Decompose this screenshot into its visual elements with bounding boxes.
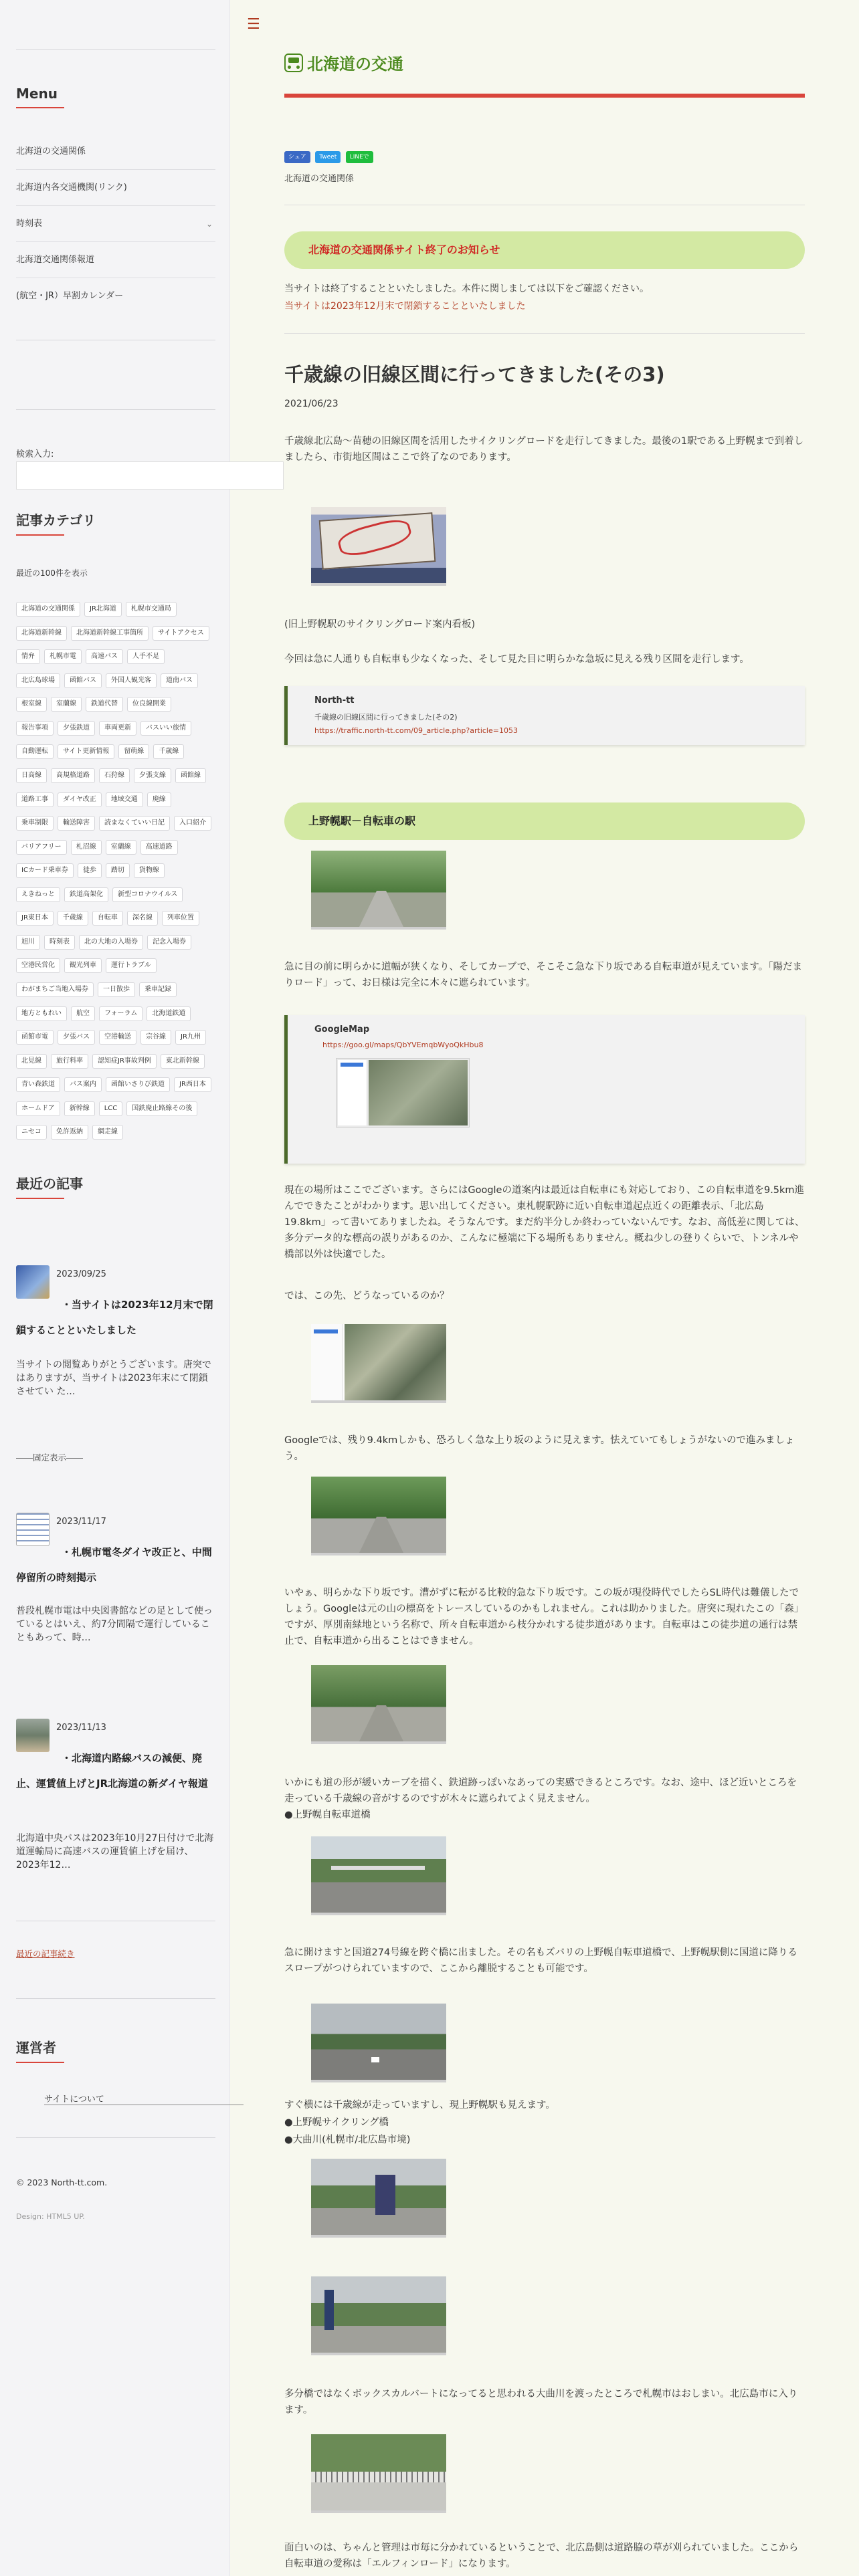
tag-link[interactable]: 新幹線	[64, 1101, 95, 1116]
tag-link[interactable]: 空港民営化	[16, 958, 60, 973]
tag-link[interactable]: 北見線	[16, 1054, 47, 1069]
photo-downhill[interactable]	[311, 1477, 446, 1555]
tag-link[interactable]: 道路工事	[16, 792, 54, 807]
tag-link[interactable]: 読まなくていい日記	[99, 816, 170, 831]
tag-link[interactable]: 旅行料率	[51, 1054, 88, 1069]
tag-link[interactable]: 札幌市電	[44, 649, 82, 664]
notice-heading: 北海道の交通関係サイト終了のお知らせ	[284, 231, 805, 269]
tag-link[interactable]: 函館いさりび鉄道	[106, 1077, 170, 1092]
tag-link[interactable]: JR北海道	[84, 602, 122, 617]
paragraph: すぐ横には千歳線が走っていますし、現上野幌駅も見えます。	[284, 2100, 555, 2111]
notice-text: 当サイトは終了することといたしました。本件に関しましては以下をご確認ください。	[284, 284, 650, 294]
tag-link[interactable]: 自動運転	[16, 744, 54, 759]
divider	[16, 49, 215, 50]
header-rule	[284, 94, 805, 98]
tag-link[interactable]: 石狩線	[99, 768, 130, 783]
divider	[16, 2137, 215, 2138]
tag-link[interactable]: 乗車記録	[139, 982, 177, 997]
paragraph: 現在の場所はここでございます。さらにはGoogleの道案内は最近は自転車にも対応しており、この自転車道を9.5km進んでできたことがわかります。思い出してください。東札幌駅跡に近い自転車道起点近くの距離表示、「北広島19.8km」って書いてありましたね。そうなんです。まだ約半分しか終わっていないんです。なお、高低差に関しては、多分データ的な標高の誤りがあるのか、こんなに極端に下る場所もありません。概ね少しの登りくらいで、トンネルや橋部以外は快適でした。	[284, 1185, 805, 1260]
tag-link[interactable]: 函館バス	[64, 673, 102, 688]
tag-link[interactable]: LCC	[99, 1101, 123, 1116]
post-excerpt: 当サイトの閲覧ありがとうございます。唐突ではありますが、当サイトは2023年末にて閉鎖させてい た…	[16, 1360, 211, 1397]
tag-link[interactable]: 函館市電	[16, 1030, 54, 1045]
tag-link[interactable]: サイト更新情報	[58, 744, 114, 759]
article-title: 千歳線の旧線区間に行ってきました(その3)	[284, 363, 665, 386]
line-share-button[interactable]: LINEで	[346, 151, 373, 163]
tag-link[interactable]: 国鉄廃止路線その後	[126, 1101, 197, 1116]
tag-link[interactable]: バス案内	[64, 1077, 102, 1092]
post-date: 2023/11/17	[56, 1517, 106, 1527]
train-icon	[284, 53, 303, 72]
tag-link[interactable]: 鉄道代替	[86, 697, 123, 712]
tag-link[interactable]: ホームドア	[16, 1101, 60, 1116]
tag-link[interactable]: 情弁	[16, 649, 40, 664]
tag-link[interactable]: 東北新幹線	[161, 1054, 205, 1069]
tag-link[interactable]: JR西日本	[174, 1077, 211, 1092]
tag-link[interactable]: 記念入場券	[147, 935, 191, 950]
article-date: 2021/06/23	[284, 399, 339, 409]
tag-link[interactable]: 北広島球場	[16, 673, 60, 688]
paragraph: 今回は急に人通りも自転車も少なくなった、そして見た目に明らかな急坂に見える残り区間を走行します。	[284, 654, 749, 665]
paragraph: 急に目の前に明らかに道幅が狭くなり、そしてカーブで、そこそこ急な下り坂である自転車道が見えています。「陽だまりロード」って、お日様は完全に木々に遮られています。	[284, 962, 803, 988]
tag-link[interactable]: 旭川	[16, 935, 40, 950]
tag-link[interactable]: 人手不足	[127, 649, 165, 664]
bullet-heading: ●大曲川(札幌市/北広島市境)	[284, 2135, 411, 2145]
map-card[interactable]	[284, 1015, 805, 1164]
paragraph: Googleでは、残り9.4kmしかも、恐ろしく急な上り坂のように見えます。怯えていてもしょうがないので進みましょう。	[284, 1435, 795, 1462]
menu-item-transport[interactable]: 北海道の交通関係	[16, 134, 215, 170]
tweet-button[interactable]: Tweet	[315, 151, 341, 163]
tag-link[interactable]: 時刻表	[44, 935, 75, 950]
tag-link[interactable]: 宗谷線	[140, 1030, 171, 1045]
search-label: 検索入力:	[16, 449, 54, 459]
tag-link[interactable]: 鉄道高架化	[64, 887, 108, 902]
tag-link[interactable]: ICカード乗車券	[16, 863, 74, 878]
tag-link[interactable]: 徒歩	[78, 863, 102, 878]
divider	[284, 333, 805, 334]
admin-heading: 運営者	[16, 2037, 215, 2063]
notice-link[interactable]: 当サイトは2023年12月末で閉鎖することといたしました	[284, 301, 526, 312]
paragraph: 千歳線北広島～苗穂の旧線区間を活用したサイクリングロードを走行してきました。最後の1駅である上野幌まで到着しましたら、市街地区間はここで終了なのであります。	[284, 436, 804, 463]
photo-sign[interactable]	[311, 2159, 446, 2238]
tag-link[interactable]: 夕張支線	[134, 768, 171, 783]
tag-link[interactable]: 空港輸送	[99, 1030, 136, 1045]
card-url[interactable]: https://goo.gl/maps/QbYVEmqbWyoQkHbu8	[322, 1041, 484, 1049]
tag-link[interactable]: バリアフリー	[16, 840, 67, 855]
tag-link[interactable]: 運行トラブル	[106, 958, 157, 973]
site-header	[284, 51, 805, 83]
menu-item-news[interactable]: 北海道交通関係報道	[16, 242, 215, 278]
tag-link[interactable]: 道南バス	[161, 673, 198, 688]
map-screenshot[interactable]	[311, 1324, 446, 1403]
tag-link[interactable]: 入口紹介	[174, 816, 211, 831]
tag-link[interactable]: ニセコ	[16, 1125, 47, 1140]
tag-link[interactable]: 日高線	[16, 768, 47, 783]
tag-link[interactable]: 航空	[71, 1006, 95, 1021]
tag-link[interactable]: 高速道路	[140, 840, 178, 855]
categories-note: 最近の100件を表示	[16, 568, 88, 578]
copyright: © 2023 North-tt.com.	[16, 2177, 108, 2187]
design-credit: Design: HTML5 UP.	[16, 2212, 85, 2221]
bullet-heading: ●上野幌自転車道橋	[284, 1810, 371, 1820]
tag-link[interactable]: 北海道鉄道	[147, 1006, 191, 1021]
card-title: North-tt	[314, 695, 355, 706]
paragraph: いやぁ、明らかな下り坂です。漕がずに転がる比較的急な下り坂です。この坂が現役時代でしたらSL時代は難儀したでしょう。Googleは元の山の標高をトレースしているのかもしれません。これは助かりました。唐突に現れたこの「森」ですが、厚別南緑地という名称で、所々自転車道から枝分かれする徒歩道があります。自転車はこの徒歩道の通行は禁止で、自転車道から出ることはできません。	[284, 1588, 804, 1646]
recent-more-link[interactable]: 最近の記事続き	[16, 1949, 75, 1959]
tag-link[interactable]: 位良線開業	[127, 697, 171, 712]
tag-link[interactable]: 観光列車	[64, 958, 102, 973]
site-title[interactable]: 北海道の交通	[307, 55, 403, 74]
post-excerpt: 普段札幌市電は中央図書館などの足として使っているとはいえ、約7分間隔で運行していることもあって、時…	[16, 1606, 213, 1643]
card-url[interactable]: https://traffic.north-tt.com/09_article.php?article=1053	[314, 726, 518, 735]
tag-link[interactable]: 乗車制限	[16, 816, 54, 831]
breadcrumb[interactable]: 北海道の交通関係	[284, 174, 355, 184]
about-link[interactable]: サイトについて	[44, 2092, 244, 2105]
paragraph: 面白いのは、ちゃんと管理は市毎に分かれているということで、北広島側は道路脇の草が刈られていました。ここから自転車道の愛称は「エルフィンロード」になります。	[284, 2543, 799, 2569]
tag-link[interactable]: 貨物線	[134, 863, 165, 878]
tag-link[interactable]: 北海道新幹線	[16, 626, 67, 641]
tag-link[interactable]: 北海道新幹線工事箇所	[71, 626, 149, 641]
tag-link[interactable]: 留萌線	[118, 744, 149, 759]
divider	[16, 409, 215, 410]
photo-highway[interactable]	[311, 2004, 446, 2082]
tag-link[interactable]: 新型コロナウイルス	[112, 887, 183, 902]
menu-item-label: 時刻表	[16, 219, 43, 229]
facebook-share-button[interactable]: シェア	[284, 151, 310, 163]
post-excerpt: 北海道中央バスは2023年10月27日付けで北海道運輸局に高速バスの運賃値上げを届け、2023年12…	[16, 1833, 214, 1870]
tag-link[interactable]: 地域交通	[106, 792, 143, 807]
main-content	[231, 0, 859, 2576]
tag-link[interactable]: 高速バス	[86, 649, 123, 664]
map-thumbnail	[336, 1058, 470, 1128]
menu-item-timetable[interactable]	[16, 206, 215, 242]
tag-link[interactable]: 車両更新	[99, 721, 136, 736]
tag-link[interactable]: えきねっと	[16, 887, 60, 902]
card-subtitle: 千歳線の旧線区間に行ってきました(その2)	[314, 713, 458, 722]
share-buttons	[284, 151, 805, 165]
tag-link[interactable]: 高規格道路	[51, 768, 95, 783]
photo-caption: (旧上野幌駅のサイクリングロード案内看板)	[284, 619, 476, 630]
pinned-label: ――固定表示――	[16, 1453, 84, 1463]
tag-link[interactable]: 札幌市交通局	[126, 602, 177, 617]
tag-link[interactable]: 北の大地の入場券	[79, 935, 143, 950]
paragraph: 急に開けますと国道274号線を跨ぐ橋に出ました。その名もズバリの上野幌自転車道橋で、上野幌駅側に国道に降りるスロープがつけられていますので、ここから離脱することも可能です。	[284, 1947, 797, 1974]
tag-link[interactable]: 夕張バス	[58, 1030, 95, 1045]
tag-link[interactable]: 外国人観光客	[106, 673, 157, 688]
tag-link[interactable]: 深名線	[127, 911, 158, 926]
tag-link[interactable]: わがまちご当地入場券	[16, 982, 94, 997]
tag-link[interactable]: 青い森鉄道	[16, 1077, 60, 1092]
post-title[interactable]: ・北海道内路線バスの減便、廃止、運賃値上げとJR北海道の新ダイヤ報道	[16, 1752, 208, 1790]
tag-link[interactable]: 室蘭線	[51, 697, 82, 712]
paragraph: では、この先、どうなっているのか？	[284, 1291, 450, 1301]
tag-link[interactable]: バスいい旅情	[140, 721, 191, 736]
post-date: 2023/11/13	[56, 1723, 106, 1733]
menu-item-links[interactable]: 北海道内各交通機関(リンク)	[16, 170, 215, 206]
post-title[interactable]: ・当サイトは2023年12月末で閉鎖することといたしました	[16, 1299, 213, 1336]
tag-link[interactable]: 千歳線	[153, 744, 184, 759]
paragraph: いかにも道の形が緩いカーブを描く、鉄道跡っぽいなあっての実感できるところです。なお、途中、ほど近いところを走っている千歳線の音がするのですが木々に遮られてよく見えません。	[284, 1778, 797, 1804]
tag-link[interactable]: 北海道の交通関係	[16, 602, 80, 617]
tag-link[interactable]: 札沼線	[71, 840, 102, 855]
tag-link[interactable]: 輸送障害	[58, 816, 95, 831]
tag-link[interactable]: 函館線	[175, 768, 206, 783]
menu-heading: Menu	[16, 86, 215, 108]
link-card[interactable]	[284, 686, 805, 745]
photo-fence[interactable]	[311, 2434, 446, 2513]
section-heading: 上野幌駅－自転車の駅	[284, 802, 805, 840]
tag-link[interactable]: 室蘭線	[106, 840, 136, 855]
tag-link[interactable]: 根室線	[16, 697, 47, 712]
photo-cycling-road[interactable]	[311, 851, 446, 930]
post-date: 2023/09/25	[56, 1269, 106, 1279]
tag-link[interactable]: 列車位置	[162, 911, 199, 926]
card-title: GoogleMap	[314, 1025, 370, 1035]
tag-link[interactable]: 地方ともれい	[16, 1006, 67, 1021]
tag-link[interactable]: 免許返納	[51, 1125, 88, 1140]
post-title[interactable]: ・札幌市電冬ダイヤ改正と、中間停留所の時刻掲示	[16, 1546, 212, 1584]
categories-heading: 記事カテゴリ	[16, 510, 215, 536]
bullet-heading: ●上野幌サイクリング橋	[284, 2117, 389, 2128]
photo-bridge[interactable]	[311, 1836, 446, 1915]
tag-link[interactable]: サイトアクセス	[153, 626, 209, 641]
tag-link[interactable]: JR九州	[175, 1030, 206, 1045]
tag-link[interactable]: 報告事項	[16, 721, 54, 736]
tag-cloud	[16, 602, 215, 1149]
divider	[16, 1998, 215, 1999]
tag-link[interactable]: 一日散歩	[98, 982, 135, 997]
tag-link[interactable]: 千歳線	[58, 911, 88, 926]
tag-link[interactable]: 認知症JR事故判例	[92, 1054, 157, 1069]
photo-signboard[interactable]	[311, 507, 446, 586]
tag-link[interactable]: 網走線	[92, 1125, 123, 1140]
tag-link[interactable]: 廃線	[147, 792, 171, 807]
tag-link[interactable]: JR東日本	[16, 911, 54, 926]
tag-link[interactable]: フォーラム	[99, 1006, 142, 1021]
tag-link[interactable]: 踏切	[106, 863, 130, 878]
recent-heading: 最近の記事	[16, 1173, 215, 1199]
tag-link[interactable]: 夕張鉄道	[58, 721, 95, 736]
menu-list	[16, 134, 215, 314]
tag-link[interactable]: 自転車	[92, 911, 123, 926]
sidebar	[0, 0, 230, 2576]
tag-link[interactable]: ダイヤ改正	[58, 792, 102, 807]
menu-item-calendar[interactable]: (航空・JR）早割カレンダー	[16, 291, 124, 301]
chevron-down-icon[interactable]: ⌄	[205, 219, 213, 229]
hamburger-menu-icon[interactable]: ☰	[247, 16, 260, 33]
photo-forest-path[interactable]	[311, 1665, 446, 1744]
photo-city-border[interactable]	[311, 2276, 446, 2355]
paragraph: 多分橋ではなくボックスカルバートになってると思われる大曲川を渡ったところで札幌市はおしまい。北広島市に入ります。	[284, 2389, 798, 2416]
